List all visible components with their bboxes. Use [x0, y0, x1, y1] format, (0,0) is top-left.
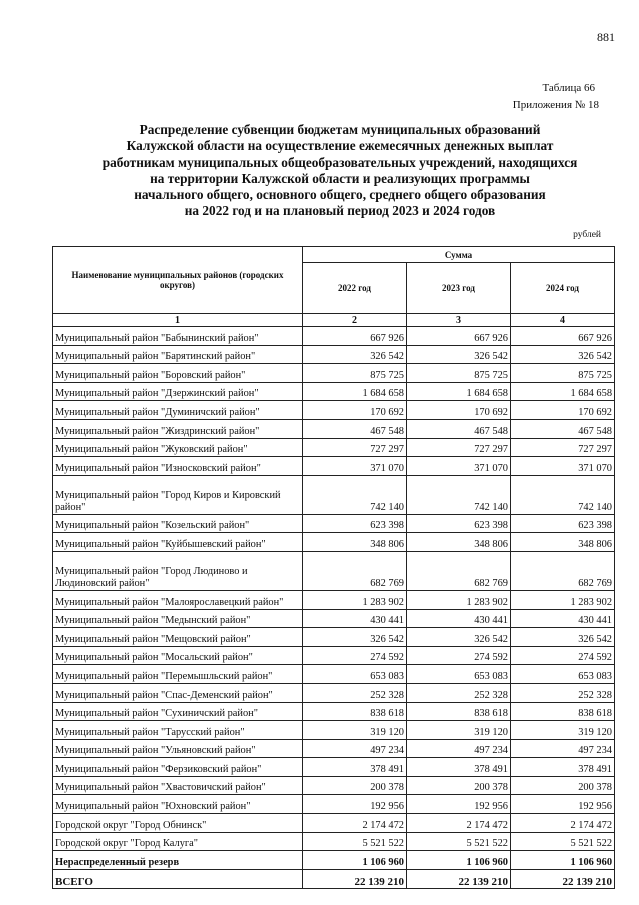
table-row [53, 702, 615, 721]
table-row [53, 345, 615, 364]
document-title [40, 122, 639, 220]
table-row [53, 590, 615, 609]
row-value-cell-2023: 319 120 [407, 721, 511, 740]
table-header-row [53, 247, 615, 263]
row-value-cell-2024: 326 542 [511, 628, 615, 647]
table-row [53, 475, 615, 514]
table-row [53, 869, 615, 888]
row-value-cell-2022: 326 542 [303, 628, 407, 647]
row-name-cell: Муниципальный район "Бабынинский район" [53, 327, 303, 346]
title-line: начального общего, основного общего, среднего общего образования [134, 187, 546, 203]
row-value-cell-2023: 378 491 [407, 758, 511, 777]
table-row [53, 364, 615, 383]
table-row [53, 401, 615, 420]
table-row [53, 758, 615, 777]
table-label: Таблица 66 [542, 82, 595, 94]
column-index: 1 [53, 314, 303, 327]
row-value-cell-2024: 2 174 472 [511, 814, 615, 833]
table-body [53, 327, 615, 889]
row-value-cell-2024: 378 491 [511, 758, 615, 777]
row-value-cell-2023: 742 140 [407, 475, 511, 514]
row-value-cell-2024: 192 956 [511, 795, 615, 814]
table-row [53, 551, 615, 590]
row-value-cell-2022: 838 618 [303, 702, 407, 721]
row-value-cell-2024: 326 542 [511, 345, 615, 364]
row-value-cell-2023: 623 398 [407, 514, 511, 533]
table-row [53, 739, 615, 758]
row-value-cell-2023: 348 806 [407, 533, 511, 552]
row-value-cell-2024: 467 548 [511, 419, 615, 438]
subvention-table [52, 246, 615, 889]
column-index-row [53, 314, 615, 327]
row-value-cell-2024: 200 378 [511, 776, 615, 795]
row-value-cell-2022: 274 592 [303, 646, 407, 665]
row-name-cell: Муниципальный район "Тарусский район" [53, 721, 303, 740]
row-value-cell-2022: 5 521 522 [303, 832, 407, 851]
row-name-cell: Муниципальный район "Куйбышевский район" [53, 533, 303, 552]
row-value-cell-2023: 467 548 [407, 419, 511, 438]
row-value-cell-2022: 667 926 [303, 327, 407, 346]
title-line: на 2022 год и на плановый период 2023 и 2024 годов [184, 203, 496, 219]
row-value-cell-2024: 742 140 [511, 475, 615, 514]
row-value-cell-2022: 348 806 [303, 533, 407, 552]
row-value-cell-2024: 1 684 658 [511, 382, 615, 401]
row-name-cell: Муниципальный район "Спас-Деменский район" [53, 683, 303, 702]
row-value-cell-2024: 1 106 960 [511, 851, 615, 870]
row-value-cell-2024: 348 806 [511, 533, 615, 552]
row-value-cell-2022: 1 283 902 [303, 590, 407, 609]
row-value-cell-2022: 727 297 [303, 438, 407, 457]
row-value-cell-2022: 326 542 [303, 345, 407, 364]
row-value-cell-2024: 371 070 [511, 457, 615, 476]
column-header-2022: 2022 год [303, 263, 407, 314]
column-header-2024: 2024 год [511, 263, 615, 314]
row-value-cell-2022: 875 725 [303, 364, 407, 383]
row-value-cell-2023: 653 083 [407, 665, 511, 684]
row-value-cell-2023: 170 692 [407, 401, 511, 420]
row-value-cell-2024: 5 521 522 [511, 832, 615, 851]
row-value-cell-2022: 653 083 [303, 665, 407, 684]
row-value-cell-2023: 2 174 472 [407, 814, 511, 833]
table-row [53, 665, 615, 684]
row-name-cell: Муниципальный район "Боровский район" [53, 364, 303, 383]
row-name-cell: Муниципальный район "Медынский район" [53, 609, 303, 628]
row-value-cell-2022: 1 684 658 [303, 382, 407, 401]
row-value-cell-2024: 170 692 [511, 401, 615, 420]
row-name-cell: Муниципальный район "Город Киров и Кировский район" [53, 475, 303, 514]
row-name-cell: Муниципальный район "Козельский район" [53, 514, 303, 533]
row-value-cell-2022: 319 120 [303, 721, 407, 740]
row-name-cell: Муниципальный район "Перемышльский район" [53, 665, 303, 684]
row-value-cell-2023: 1 684 658 [407, 382, 511, 401]
row-value-cell-2023: 274 592 [407, 646, 511, 665]
row-value-cell-2023: 430 441 [407, 609, 511, 628]
row-name-cell: Муниципальный район "Мосальский район" [53, 646, 303, 665]
table-row [53, 382, 615, 401]
row-value-cell-2023: 200 378 [407, 776, 511, 795]
row-value-cell-2024: 319 120 [511, 721, 615, 740]
row-value-cell-2024: 838 618 [511, 702, 615, 721]
row-value-cell-2022: 467 548 [303, 419, 407, 438]
row-name-cell: Муниципальный район "Хвастовичский район" [53, 776, 303, 795]
row-value-cell-2022: 497 234 [303, 739, 407, 758]
row-value-cell-2023: 22 139 210 [407, 869, 511, 888]
table-row [53, 832, 615, 851]
title-line: работникам муниципальных общеобразовательных учреждений, находящихся [102, 154, 578, 170]
row-value-cell-2024: 430 441 [511, 609, 615, 628]
row-value-cell-2023: 497 234 [407, 739, 511, 758]
row-name-cell: Городской округ "Город Калуга" [53, 832, 303, 851]
table-row [53, 814, 615, 833]
title-line: Распределение субвенции бюджетам муниципальных образований [139, 122, 541, 137]
row-value-cell-2024: 623 398 [511, 514, 615, 533]
column-header-name: Наименование муниципальных районов (городских округов) [53, 247, 303, 314]
row-value-cell-2022: 22 139 210 [303, 869, 407, 888]
column-header-sum: Сумма [303, 247, 615, 263]
table-row [53, 457, 615, 476]
row-value-cell-2024: 682 769 [511, 551, 615, 590]
row-value-cell-2022: 2 174 472 [303, 814, 407, 833]
table-row [53, 851, 615, 870]
row-name-cell: Муниципальный район "Износковский район" [53, 457, 303, 476]
column-index: 4 [511, 314, 615, 327]
row-value-cell-2023: 326 542 [407, 628, 511, 647]
row-value-cell-2024: 1 283 902 [511, 590, 615, 609]
row-name-cell: Муниципальный район "Дзержинский район" [53, 382, 303, 401]
table-row [53, 609, 615, 628]
row-value-cell-2023: 371 070 [407, 457, 511, 476]
row-value-cell-2022: 200 378 [303, 776, 407, 795]
row-value-cell-2023: 682 769 [407, 551, 511, 590]
row-value-cell-2023: 252 328 [407, 683, 511, 702]
row-value-cell-2024: 653 083 [511, 665, 615, 684]
row-name-cell: Муниципальный район "Город Людиново и Людиновский район" [53, 551, 303, 590]
row-value-cell-2023: 667 926 [407, 327, 511, 346]
row-value-cell-2024: 252 328 [511, 683, 615, 702]
table-row [53, 628, 615, 647]
row-name-cell: Муниципальный район "Думиничский район" [53, 401, 303, 420]
row-value-cell-2022: 371 070 [303, 457, 407, 476]
table-row [53, 327, 615, 346]
table-row [53, 721, 615, 740]
table-row [53, 419, 615, 438]
row-value-cell-2024: 875 725 [511, 364, 615, 383]
row-name-cell: Муниципальный район "Мещовский район" [53, 628, 303, 647]
row-value-cell-2023: 875 725 [407, 364, 511, 383]
row-value-cell-2024: 497 234 [511, 739, 615, 758]
row-name-cell: Муниципальный район "Ферзиковский район" [53, 758, 303, 777]
row-value-cell-2022: 378 491 [303, 758, 407, 777]
title-line: Калужской области на осуществление ежемесячных денежных выплат [126, 138, 554, 154]
row-name-cell: ВСЕГО [53, 869, 303, 888]
column-index: 3 [407, 314, 511, 327]
table-row [53, 776, 615, 795]
row-name-cell: Муниципальный район "Ульяновский район" [53, 739, 303, 758]
table-row [53, 646, 615, 665]
row-value-cell-2023: 1 283 902 [407, 590, 511, 609]
row-value-cell-2024: 274 592 [511, 646, 615, 665]
units-label: рублей [573, 230, 601, 240]
row-name-cell: Муниципальный район "Сухиничский район" [53, 702, 303, 721]
column-index: 2 [303, 314, 407, 327]
row-name-cell: Городской округ "Город Обнинск" [53, 814, 303, 833]
row-value-cell-2024: 727 297 [511, 438, 615, 457]
column-header-2023: 2023 год [407, 263, 511, 314]
row-value-cell-2023: 1 106 960 [407, 851, 511, 870]
row-name-cell: Муниципальный район "Жиздринский район" [53, 419, 303, 438]
row-value-cell-2022: 252 328 [303, 683, 407, 702]
appendix-label: Приложения № 18 [512, 99, 599, 111]
row-value-cell-2022: 430 441 [303, 609, 407, 628]
row-value-cell-2022: 1 106 960 [303, 851, 407, 870]
row-name-cell: Муниципальный район "Жуковский район" [53, 438, 303, 457]
row-name-cell: Муниципальный район "Барятинский район" [53, 345, 303, 364]
row-value-cell-2023: 838 618 [407, 702, 511, 721]
row-value-cell-2022: 623 398 [303, 514, 407, 533]
table-row [53, 438, 615, 457]
table-row [53, 533, 615, 552]
table-row [53, 683, 615, 702]
row-value-cell-2022: 742 140 [303, 475, 407, 514]
row-value-cell-2022: 682 769 [303, 551, 407, 590]
row-name-cell: Нераспределенный резерв [53, 851, 303, 870]
row-value-cell-2023: 192 956 [407, 795, 511, 814]
row-name-cell: Муниципальный район "Юхновский район" [53, 795, 303, 814]
row-value-cell-2022: 170 692 [303, 401, 407, 420]
title-line: на территории Калужской области и реализующих программы [150, 170, 530, 186]
row-value-cell-2024: 22 139 210 [511, 869, 615, 888]
row-value-cell-2023: 326 542 [407, 345, 511, 364]
row-value-cell-2023: 5 521 522 [407, 832, 511, 851]
row-value-cell-2022: 192 956 [303, 795, 407, 814]
page-number: 881 [597, 30, 615, 44]
row-value-cell-2024: 667 926 [511, 327, 615, 346]
table-row [53, 514, 615, 533]
row-name-cell: Муниципальный район "Малоярославецкий район" [53, 590, 303, 609]
row-value-cell-2023: 727 297 [407, 438, 511, 457]
table-row [53, 795, 615, 814]
